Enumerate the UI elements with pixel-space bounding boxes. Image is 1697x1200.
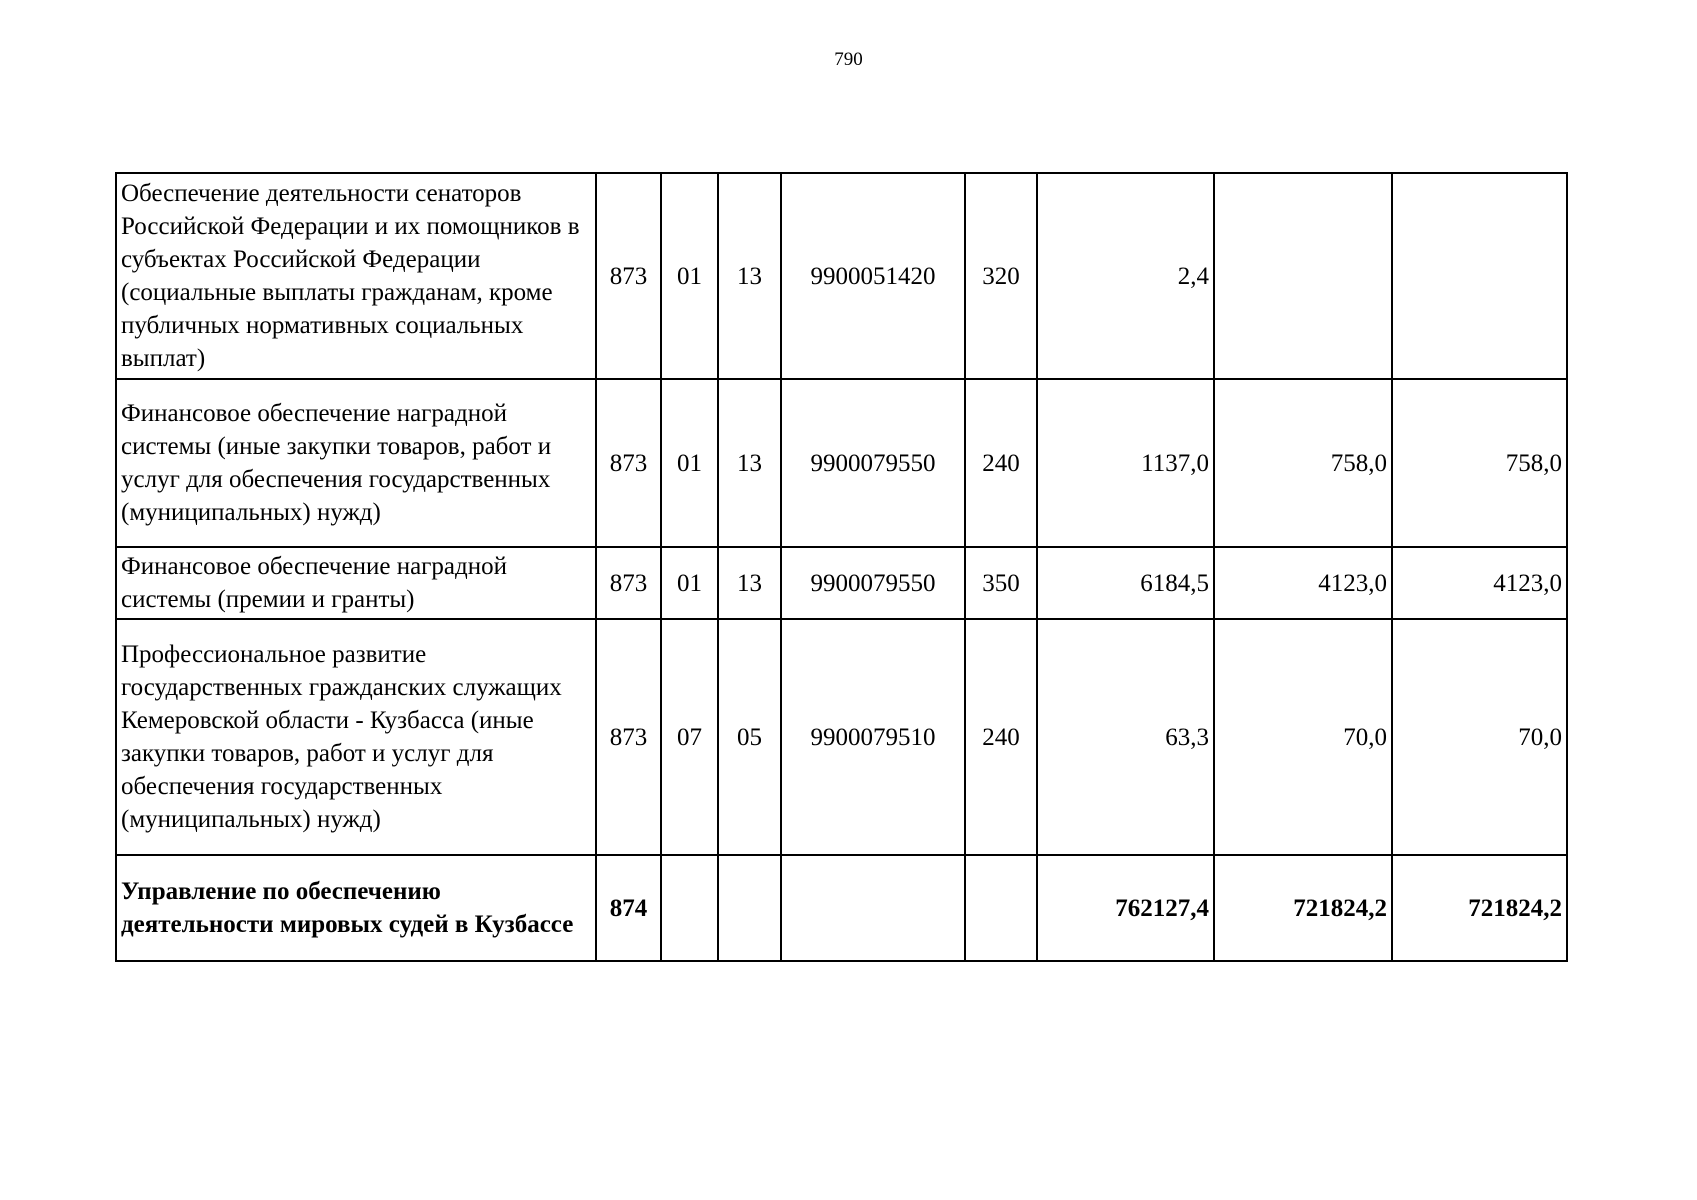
- amount-year-2: 721824,2: [1214, 855, 1392, 961]
- amount-year-2: 70,0: [1214, 619, 1392, 855]
- amount-year-2: 758,0: [1214, 379, 1392, 547]
- table-row: [116, 173, 1567, 379]
- section-code: 07: [661, 619, 718, 855]
- section-code: 01: [661, 379, 718, 547]
- amount-year-1: 6184,5: [1037, 547, 1214, 619]
- amount-year-1: 1137,0: [1037, 379, 1214, 547]
- amount-year-1: 63,3: [1037, 619, 1214, 855]
- amount-year-3: 70,0: [1392, 619, 1567, 855]
- target-article-code: 9900079510: [781, 619, 965, 855]
- amount-year-3: 758,0: [1392, 379, 1567, 547]
- subsection-code: 05: [718, 619, 781, 855]
- table-row: [116, 619, 1567, 855]
- amount-year-1: 762127,4: [1037, 855, 1214, 961]
- target-article-code: [781, 855, 965, 961]
- subsection-code: 13: [718, 547, 781, 619]
- subsection-code: 13: [718, 173, 781, 379]
- table-row-total: [116, 855, 1567, 961]
- row-name: Управление по обеспечению деятельности мировых судей в Кузбассе: [116, 855, 596, 961]
- section-code: [661, 855, 718, 961]
- amount-year-1: 2,4: [1037, 173, 1214, 379]
- page-number: 790: [834, 49, 863, 70]
- section-code: 01: [661, 547, 718, 619]
- budget-table: [115, 172, 1568, 962]
- dept-code: 873: [596, 547, 661, 619]
- dept-code: 873: [596, 619, 661, 855]
- row-name: Обеспечение деятельности сенаторов Российской Федерации и их помощников в субъектах Российской Федерации (социальные выплаты гражданам, кроме публичных нормативных социальных выплат): [116, 173, 596, 379]
- dept-code: 874: [596, 855, 661, 961]
- expense-type-code: 350: [965, 547, 1037, 619]
- amount-year-3: [1392, 173, 1567, 379]
- amount-year-3: 721824,2: [1392, 855, 1567, 961]
- target-article-code: 9900079550: [781, 379, 965, 547]
- expense-type-code: 320: [965, 173, 1037, 379]
- expense-type-code: 240: [965, 379, 1037, 547]
- amount-year-2: 4123,0: [1214, 547, 1392, 619]
- row-name: Профессиональное развитие государственных гражданских служащих Кемеровской области - Кузбасса (иные закупки товаров, работ и услуг для обеспечения государственных (муниципальных) нужд): [116, 619, 596, 855]
- amount-year-3: 4123,0: [1392, 547, 1567, 619]
- row-name: Финансовое обеспечение наградной системы (иные закупки товаров, работ и услуг для обеспечения государственных (муниципальных) нужд): [116, 379, 596, 547]
- row-name: Финансовое обеспечение наградной системы (премии и гранты): [116, 547, 596, 619]
- expense-type-code: [965, 855, 1037, 961]
- subsection-code: [718, 855, 781, 961]
- table-row: [116, 547, 1567, 619]
- dept-code: 873: [596, 173, 661, 379]
- target-article-code: 9900051420: [781, 173, 965, 379]
- target-article-code: 9900079550: [781, 547, 965, 619]
- table-row: [116, 379, 1567, 547]
- dept-code: 873: [596, 379, 661, 547]
- amount-year-2: [1214, 173, 1392, 379]
- subsection-code: 13: [718, 379, 781, 547]
- expense-type-code: 240: [965, 619, 1037, 855]
- section-code: 01: [661, 173, 718, 379]
